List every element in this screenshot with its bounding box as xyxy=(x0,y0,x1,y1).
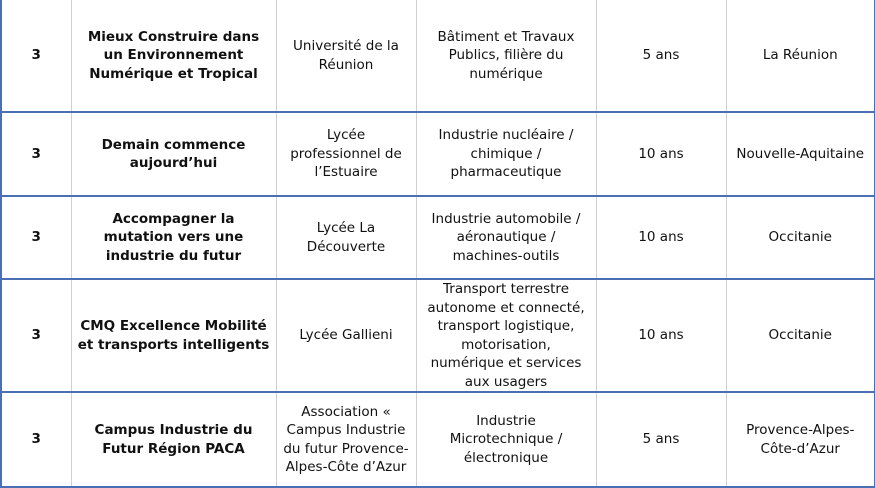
table-row xyxy=(1,279,875,392)
sector-cell: Industrie Microtechnique / électronique xyxy=(416,392,596,487)
institution-cell: Lycée Gallieni xyxy=(276,279,416,392)
duration-cell: 10 ans xyxy=(596,279,726,392)
institution-cell: Université de la Réunion xyxy=(276,0,416,112)
institution-cell: Lycée La Découverte xyxy=(276,196,416,279)
campus-name: Campus Industrie du Futur Région PACA xyxy=(71,392,276,487)
table-row xyxy=(1,0,875,112)
campus-name: Mieux Construire dans un Environnement Numérique et Tropical xyxy=(71,0,276,112)
campus-name: CMQ Excellence Mobilité et transports intelligents xyxy=(71,279,276,392)
sector-cell: Industrie nucléaire / chimique / pharmaceutique xyxy=(416,112,596,196)
row-number: 3 xyxy=(1,0,71,112)
region-cell: La Réunion xyxy=(726,0,875,112)
sector-cell: Transport terrestre autonome et connecté, transport logistique, motorisation, numérique et services aux usagers xyxy=(416,279,596,392)
campus-name: Accompagner la mutation vers une industrie du futur xyxy=(71,196,276,279)
table-row xyxy=(1,112,875,196)
region-cell: Occitanie xyxy=(726,196,875,279)
institution-cell: Lycée professionnel de l’Estuaire xyxy=(276,112,416,196)
table-row xyxy=(1,392,875,487)
sector-cell: Bâtiment et Travaux Publics, filière du numérique xyxy=(416,0,596,112)
duration-cell: 10 ans xyxy=(596,196,726,279)
duration-cell: 5 ans xyxy=(596,0,726,112)
row-number: 3 xyxy=(1,279,71,392)
duration-cell: 10 ans xyxy=(596,112,726,196)
sector-cell: Industrie automobile / aéronautique / machines-outils xyxy=(416,196,596,279)
row-number: 3 xyxy=(1,392,71,487)
row-number: 3 xyxy=(1,112,71,196)
duration-cell: 5 ans xyxy=(596,392,726,487)
row-number: 3 xyxy=(1,196,71,279)
institution-cell: Association « Campus Industrie du futur Provence-Alpes-Côte d’Azur xyxy=(276,392,416,487)
region-cell: Provence-Alpes-Côte-d’Azur xyxy=(726,392,875,487)
campus-name: Demain commence aujourd’hui xyxy=(71,112,276,196)
region-cell: Occitanie xyxy=(726,279,875,392)
region-cell: Nouvelle-Aquitaine xyxy=(726,112,875,196)
table-row xyxy=(1,196,875,279)
